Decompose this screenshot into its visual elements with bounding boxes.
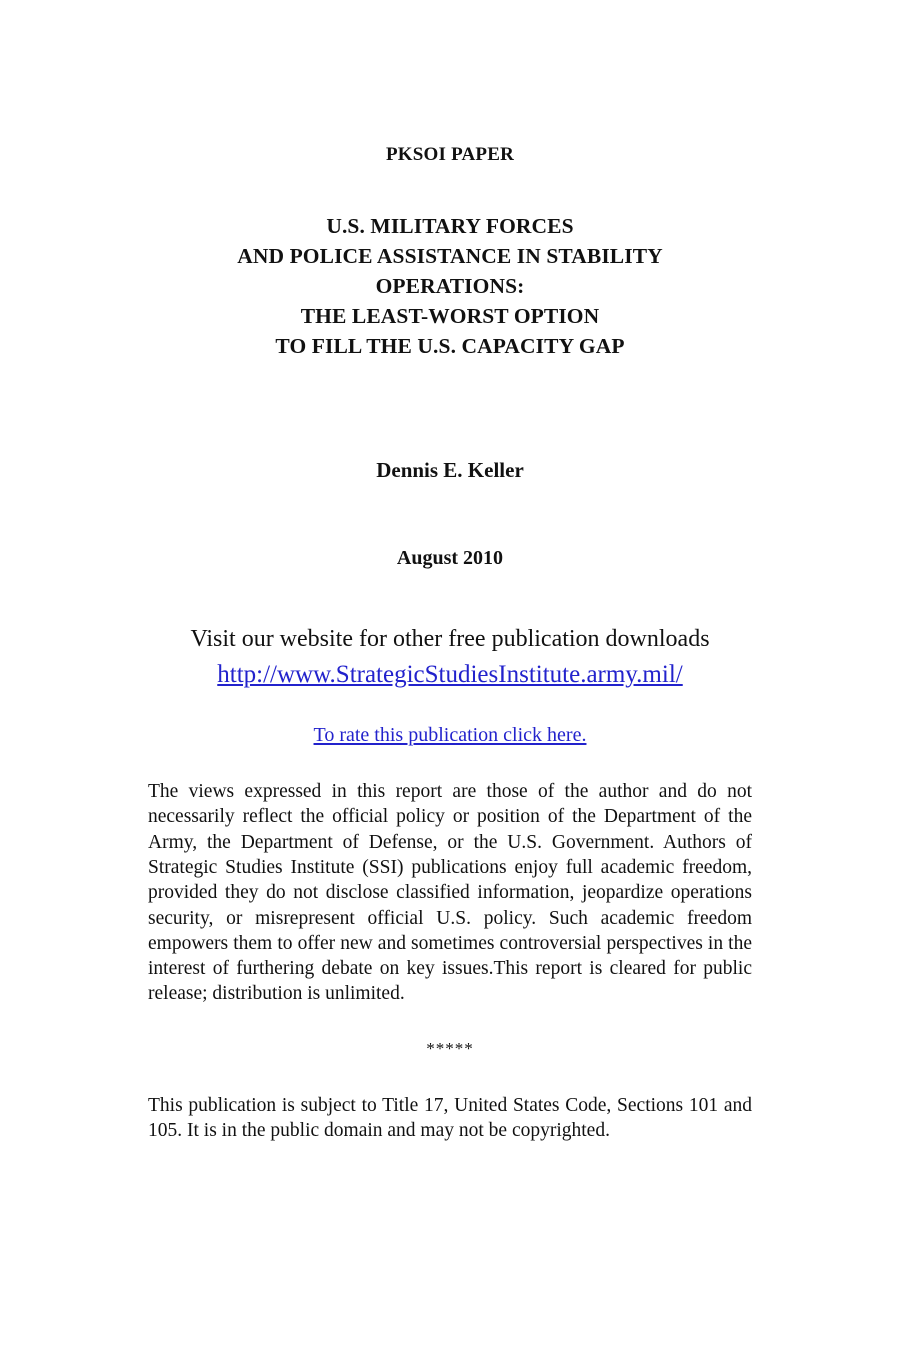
author-name: Dennis E. Keller (376, 457, 524, 482)
page-content (148, 0, 752, 1143)
website-url-line (148, 655, 752, 695)
series-label: PKSOI PAPER (386, 144, 514, 165)
title-line-5: TO FILL THE U.S. CAPACITY GAP (275, 333, 625, 358)
title-line-4: THE LEAST-WORST OPTION (300, 303, 600, 328)
website-promo-text: Visit our website for other free publication downloads (190, 626, 710, 653)
disclaimer-paragraph: The views expressed in this report are those of the author and do not necessarily reflect the official policy or position of the Department of the Army, the Department of Defense, or the U.S. Government. Authors of Strategic Studies Institute (SSI) publications enjoy full academic freedom, provided they do not disclose classified information, jeopardize operations security, or misrepresent official U.S. policy. Such academic freedom empowers them to offer new and sometimes controversial perspectives in the interest of furthering debate on key issues.This report is cleared for public release; distribution is unlimited. (148, 781, 752, 1005)
publication-date: August 2010 (396, 547, 504, 570)
page-title (148, 167, 752, 361)
rate-publication-line (148, 695, 752, 751)
title-line-3: OPERATIONS: (375, 273, 525, 298)
title-line-2: AND POLICE ASSISTANCE IN STABILITY (237, 243, 663, 268)
title-line-1: U.S. MILITARY FORCES (326, 213, 574, 238)
section-separator: ***** (426, 1038, 474, 1058)
website-url-link[interactable]: http://www.StrategicStudiesInstitute.army.mil/ (217, 661, 683, 689)
rate-publication-link[interactable]: To rate this publication click here. (313, 724, 587, 747)
copyright-paragraph: This publication is subject to Title 17, United States Code, Sections 101 and 105. It is in the public domain and may not be copyrighted. (148, 1094, 752, 1142)
